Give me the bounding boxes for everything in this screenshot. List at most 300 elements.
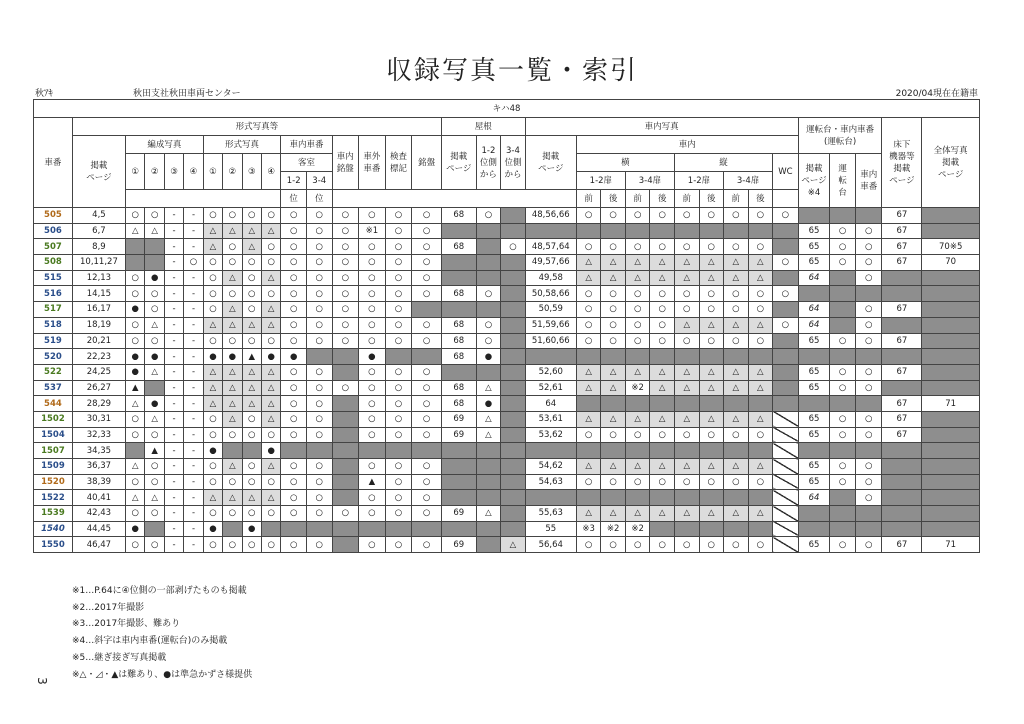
na-cell <box>281 521 307 537</box>
value-cell: ○ <box>385 490 412 506</box>
value-cell: ○ <box>674 537 699 553</box>
value-cell: 71 <box>922 396 980 412</box>
value-cell: ○ <box>261 506 280 522</box>
value-cell: 65 <box>798 364 830 380</box>
formation-1: ① <box>126 154 145 190</box>
value-cell: ▲ <box>359 474 386 490</box>
value-cell: △ <box>203 239 222 255</box>
exterior-number-heading: 車外 車番 <box>359 136 386 190</box>
value-cell: - <box>184 490 203 506</box>
value-cell: ○ <box>145 286 164 302</box>
na-cell <box>501 270 526 286</box>
value-cell: ○ <box>261 427 280 443</box>
page-cell: 22,23 <box>72 349 125 365</box>
na-cell <box>501 302 526 318</box>
value-cell: ○ <box>412 208 442 224</box>
value-cell: ● <box>223 349 242 365</box>
value-cell: ○ <box>625 302 650 318</box>
value-cell: 67 <box>882 537 922 553</box>
value-cell: ○ <box>306 490 332 506</box>
na-cell <box>441 255 476 271</box>
na-cell <box>674 349 699 365</box>
na-cell <box>922 364 980 380</box>
na-cell <box>441 270 476 286</box>
na-cell <box>332 537 359 553</box>
value-cell: ○ <box>281 223 307 239</box>
value-cell: △ <box>126 459 145 475</box>
value-cell: 68 <box>441 349 476 365</box>
na-cell <box>748 490 773 506</box>
page-cell: 26,27 <box>72 380 125 396</box>
na-cell <box>922 286 980 302</box>
room-12-pos: 位 <box>281 190 307 208</box>
value-cell: ○ <box>145 506 164 522</box>
value-cell: ○ <box>855 459 882 475</box>
value-cell: - <box>184 364 203 380</box>
value-cell: - <box>184 349 203 365</box>
na-cell <box>501 286 526 302</box>
na-cell <box>332 521 359 537</box>
value-cell: ○ <box>855 490 882 506</box>
value-cell: ○ <box>359 396 386 412</box>
value-cell: 64 <box>798 302 830 318</box>
value-cell: 64 <box>798 317 830 333</box>
na-cell <box>699 396 724 412</box>
value-cell: △ <box>261 223 280 239</box>
value-cell: 65 <box>798 411 830 427</box>
value-cell: ○ <box>281 208 307 224</box>
value-cell: 64 <box>525 396 576 412</box>
cab-page-heading: 掲載 ページ ※4 <box>798 154 830 208</box>
na-cell <box>576 443 601 459</box>
value-cell: ○ <box>724 286 749 302</box>
value-cell: ○ <box>412 270 442 286</box>
na-cell <box>476 302 501 318</box>
na-cell <box>922 427 980 443</box>
value-cell: △ <box>650 255 675 271</box>
value-cell: ○ <box>126 411 145 427</box>
value-cell: - <box>184 223 203 239</box>
car-number-cell: 506 <box>34 223 73 239</box>
interior-heading: 車内 <box>576 136 798 154</box>
table-row <box>34 443 980 459</box>
car-number-cell: 1507 <box>34 443 73 459</box>
footnote: ※△・◿・▲は難あり、●は準急かずさ様提供 <box>72 669 253 680</box>
value-cell: ○ <box>306 270 332 286</box>
value-cell: ○ <box>412 411 442 427</box>
roof-34-heading: 3-4 位側 から <box>501 136 526 190</box>
value-cell: ○ <box>412 427 442 443</box>
value-cell: ○ <box>203 270 222 286</box>
room-heading: 客室 <box>281 154 332 172</box>
value-cell: ○ <box>203 537 222 553</box>
car-number-plate-heading: 車内車番 <box>281 136 332 154</box>
na-cell <box>501 490 526 506</box>
value-cell: ○ <box>385 270 412 286</box>
page-cell: 40,41 <box>72 490 125 506</box>
value-cell: ○ <box>601 427 626 443</box>
value-cell: △ <box>145 490 164 506</box>
value-cell: △ <box>261 459 280 475</box>
value-cell: ○ <box>412 364 442 380</box>
value-cell: ○ <box>203 506 222 522</box>
value-cell: ○ <box>261 474 280 490</box>
value-cell: ※1 <box>359 223 386 239</box>
value-cell: ○ <box>223 333 242 349</box>
value-cell: ○ <box>601 474 626 490</box>
value-cell: ● <box>261 349 280 365</box>
value-cell: ○ <box>126 270 145 286</box>
na-cell <box>830 270 856 286</box>
na-cell <box>476 490 501 506</box>
value-cell: ○ <box>830 255 856 271</box>
value-cell: ○ <box>126 286 145 302</box>
value-cell: ○ <box>359 490 386 506</box>
value-cell: 67 <box>882 255 922 271</box>
value-cell: △ <box>724 317 749 333</box>
value-cell: △ <box>724 380 749 396</box>
value-cell: △ <box>223 223 242 239</box>
car-number-cell: 537 <box>34 380 73 396</box>
na-cell <box>773 349 799 365</box>
na-cell <box>855 396 882 412</box>
value-cell: 49,57,66 <box>525 255 576 271</box>
value-cell: ○ <box>855 223 882 239</box>
interior-section-heading: 車内写真 <box>525 118 798 136</box>
value-cell: 65 <box>798 223 830 239</box>
value-cell: 65 <box>798 333 830 349</box>
car-number-cell: 522 <box>34 364 73 380</box>
na-cell <box>773 223 799 239</box>
form-photo-heading: 形式写真 <box>203 136 281 154</box>
value-cell: - <box>164 411 183 427</box>
value-cell: ○ <box>650 333 675 349</box>
na-cell <box>748 396 773 412</box>
value-cell: - <box>164 223 183 239</box>
value-cell: ○ <box>724 537 749 553</box>
formation-3: ③ <box>164 154 183 190</box>
value-cell: △ <box>476 380 501 396</box>
value-cell: ○ <box>126 537 145 553</box>
value-cell: ○ <box>601 333 626 349</box>
value-cell: ○ <box>625 208 650 224</box>
na-cell <box>922 474 980 490</box>
footnotes <box>72 583 252 683</box>
value-cell: 67 <box>882 239 922 255</box>
value-cell: ○ <box>601 537 626 553</box>
na-cell <box>922 443 980 459</box>
page-cell: 6,7 <box>72 223 125 239</box>
value-cell: ○ <box>281 286 307 302</box>
value-cell: △ <box>625 506 650 522</box>
value-cell: ○ <box>281 474 307 490</box>
na-cell <box>501 333 526 349</box>
value-cell: △ <box>242 239 261 255</box>
value-cell: ○ <box>145 302 164 318</box>
value-cell: △ <box>625 411 650 427</box>
value-cell: △ <box>674 459 699 475</box>
value-cell: ● <box>126 364 145 380</box>
value-cell: ○ <box>242 506 261 522</box>
value-cell: △ <box>699 411 724 427</box>
na-cell <box>882 349 922 365</box>
na-cell <box>699 223 724 239</box>
value-cell: - <box>164 521 183 537</box>
value-cell: ○ <box>699 537 724 553</box>
value-cell: - <box>164 286 183 302</box>
value-cell: ○ <box>576 286 601 302</box>
roof-page-heading: 掲載 ページ <box>441 136 476 190</box>
na-cell <box>625 490 650 506</box>
roof-12-heading: 1-2 位側 から <box>476 136 501 190</box>
value-cell: ○ <box>242 459 261 475</box>
value-cell: ○ <box>601 317 626 333</box>
value-cell: ○ <box>699 302 724 318</box>
na-cell <box>830 317 856 333</box>
value-cell: △ <box>699 255 724 271</box>
front-heading: 縦 <box>674 154 772 172</box>
na-cell <box>922 317 980 333</box>
side-12-back: 後 <box>601 190 626 208</box>
car-number-cell: 508 <box>34 255 73 271</box>
front-door12-heading: 1-2扉 <box>674 172 723 190</box>
value-cell: ○ <box>476 208 501 224</box>
value-cell: 65 <box>798 537 830 553</box>
na-cell <box>525 223 576 239</box>
side-door34-heading: 3-4扉 <box>625 172 674 190</box>
value-cell: ○ <box>281 255 307 271</box>
value-cell: △ <box>242 223 261 239</box>
na-cell <box>748 521 773 537</box>
value-cell: ○ <box>476 317 501 333</box>
table-row <box>34 317 980 333</box>
value-cell: ○ <box>830 239 856 255</box>
value-cell: ○ <box>576 317 601 333</box>
value-cell: △ <box>699 506 724 522</box>
value-cell: ○ <box>412 223 442 239</box>
na-cell <box>830 208 856 224</box>
front-12-back: 後 <box>699 190 724 208</box>
formation-photo-heading: 編成写真 <box>126 136 204 154</box>
value-cell: ○ <box>359 537 386 553</box>
value-cell: - <box>184 521 203 537</box>
na-cell <box>882 380 922 396</box>
value-cell: ○ <box>203 286 222 302</box>
value-cell: △ <box>748 255 773 271</box>
value-cell: ○ <box>145 474 164 490</box>
value-cell: ○ <box>281 411 307 427</box>
value-cell: ○ <box>242 474 261 490</box>
car-number-cell: 1550 <box>34 537 73 553</box>
value-cell: ○ <box>306 239 332 255</box>
value-cell: 68 <box>441 317 476 333</box>
value-cell: △ <box>674 506 699 522</box>
value-cell: ○ <box>223 239 242 255</box>
na-cell <box>145 255 164 271</box>
value-cell: ○ <box>385 317 412 333</box>
value-cell: ○ <box>724 474 749 490</box>
value-cell: 50,58,66 <box>525 286 576 302</box>
value-cell: - <box>164 333 183 349</box>
na-cell <box>773 239 799 255</box>
value-cell: △ <box>576 364 601 380</box>
form-1: ① <box>203 154 222 190</box>
value-cell: △ <box>748 506 773 522</box>
value-cell: ○ <box>306 317 332 333</box>
value-cell: 67 <box>882 396 922 412</box>
na-cell <box>724 490 749 506</box>
value-cell: △ <box>242 364 261 380</box>
value-cell: ○ <box>145 333 164 349</box>
table-row <box>34 364 980 380</box>
value-cell: 69 <box>441 427 476 443</box>
value-cell: ○ <box>306 474 332 490</box>
value-cell: ○ <box>359 459 386 475</box>
underfloor-heading: 床下 機器等 掲載 ページ <box>882 118 922 208</box>
photo-index-table <box>33 99 980 553</box>
misc-blank <box>332 190 576 208</box>
value-cell: △ <box>476 427 501 443</box>
table-row <box>34 255 980 271</box>
value-cell: 67 <box>882 427 922 443</box>
na-cell <box>501 380 526 396</box>
value-cell: ○ <box>576 208 601 224</box>
value-cell: ○ <box>306 506 332 522</box>
car-number-cell: 1540 <box>34 521 73 537</box>
value-cell: △ <box>674 270 699 286</box>
value-cell: - <box>184 411 203 427</box>
value-cell: 65 <box>798 255 830 271</box>
value-cell: ○ <box>412 239 442 255</box>
value-cell: ○ <box>223 208 242 224</box>
value-cell: ○ <box>184 255 203 271</box>
front-34-front: 前 <box>724 190 749 208</box>
value-cell: ○ <box>281 302 307 318</box>
na-cell <box>501 521 526 537</box>
value-cell: 65 <box>798 239 830 255</box>
value-cell: ○ <box>281 427 307 443</box>
value-cell: △ <box>223 459 242 475</box>
value-cell: ○ <box>748 302 773 318</box>
value-cell: ○ <box>601 239 626 255</box>
value-cell: ● <box>126 349 145 365</box>
value-cell: ○ <box>332 302 359 318</box>
value-cell: △ <box>261 317 280 333</box>
value-cell: △ <box>674 317 699 333</box>
value-cell: ○ <box>306 427 332 443</box>
car-type-heading: キハ48 <box>34 100 980 118</box>
value-cell: ※3 <box>576 521 601 537</box>
form-2: ② <box>223 154 242 190</box>
footnote: ※5…継ぎ接ぎ写真掲載 <box>72 652 167 663</box>
value-cell: 48,56,66 <box>525 208 576 224</box>
value-cell: ○ <box>674 333 699 349</box>
table-row <box>34 239 980 255</box>
value-cell: ○ <box>306 255 332 271</box>
na-cell <box>501 317 526 333</box>
na-cell <box>830 349 856 365</box>
value-cell: △ <box>601 255 626 271</box>
page-cell: 16,17 <box>72 302 125 318</box>
value-cell: △ <box>203 490 222 506</box>
na-cell <box>601 490 626 506</box>
diagonal-cell <box>773 411 799 427</box>
value-cell: ○ <box>576 474 601 490</box>
as-of-date: 2020/04現在在籍車 <box>895 89 978 99</box>
value-cell: ○ <box>773 255 799 271</box>
table-row <box>34 270 980 286</box>
value-cell: △ <box>699 270 724 286</box>
value-cell: ○ <box>650 317 675 333</box>
na-cell <box>126 443 145 459</box>
na-cell <box>724 223 749 239</box>
value-cell: ○ <box>855 380 882 396</box>
table-row <box>34 490 980 506</box>
interior-number-heading: 車内 車番 <box>855 154 882 208</box>
na-cell <box>773 270 799 286</box>
value-cell: ※2 <box>601 521 626 537</box>
value-cell: ○ <box>385 364 412 380</box>
page-cell: 20,21 <box>72 333 125 349</box>
front-12-front: 前 <box>674 190 699 208</box>
value-cell: ○ <box>830 537 856 553</box>
value-cell: ○ <box>385 286 412 302</box>
value-cell: △ <box>748 317 773 333</box>
na-cell <box>922 459 980 475</box>
na-cell <box>798 443 830 459</box>
page-cell: 34,35 <box>72 443 125 459</box>
value-cell: ○ <box>242 411 261 427</box>
value-cell: ○ <box>625 317 650 333</box>
value-cell: ● <box>145 396 164 412</box>
value-cell: ○ <box>576 333 601 349</box>
depot-abbrev: 秋ｱｷ <box>35 89 54 99</box>
value-cell: △ <box>699 380 724 396</box>
na-cell <box>501 443 526 459</box>
value-cell: ○ <box>412 490 442 506</box>
value-cell: ○ <box>501 239 526 255</box>
na-cell <box>306 443 332 459</box>
value-cell: ○ <box>412 396 442 412</box>
value-cell: ○ <box>306 459 332 475</box>
na-cell <box>332 396 359 412</box>
value-cell: △ <box>261 380 280 396</box>
value-cell: 69 <box>441 411 476 427</box>
value-cell: △ <box>242 490 261 506</box>
value-cell: ○ <box>145 427 164 443</box>
na-cell <box>674 490 699 506</box>
na-cell <box>674 521 699 537</box>
value-cell: - <box>184 396 203 412</box>
value-cell: ○ <box>306 396 332 412</box>
na-cell <box>748 443 773 459</box>
value-cell: ○ <box>332 380 359 396</box>
value-cell: ○ <box>773 317 799 333</box>
value-cell: ○ <box>748 208 773 224</box>
na-cell <box>674 396 699 412</box>
na-cell <box>882 474 922 490</box>
value-cell: - <box>164 459 183 475</box>
value-cell: ○ <box>855 474 882 490</box>
na-cell <box>773 333 799 349</box>
table-row <box>34 474 980 490</box>
value-cell: ○ <box>650 208 675 224</box>
na-cell <box>476 255 501 271</box>
value-cell: △ <box>699 317 724 333</box>
value-cell: ○ <box>674 239 699 255</box>
value-cell: ○ <box>855 364 882 380</box>
na-cell <box>441 302 476 318</box>
